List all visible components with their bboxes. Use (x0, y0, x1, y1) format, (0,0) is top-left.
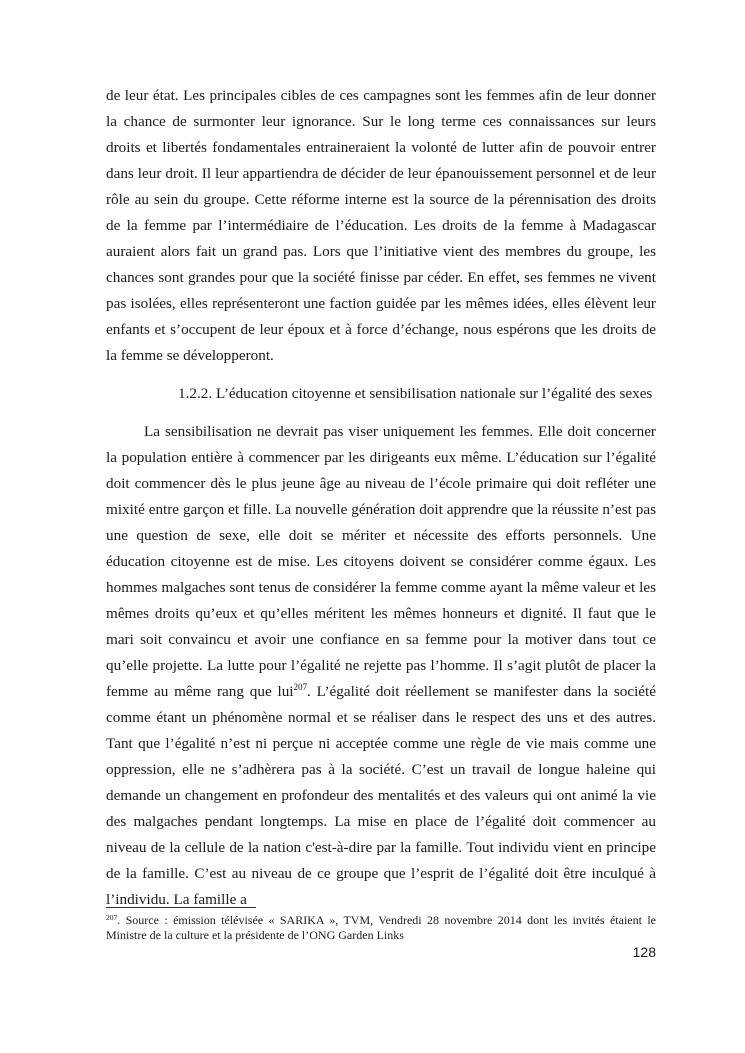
footnote-reference[interactable]: 207 (293, 682, 308, 692)
footnote-number: 207 (106, 913, 118, 922)
page-number: 128 (632, 944, 656, 960)
paragraph-education-text-part2: . L’égalité doit réellement se manifester dans la société comme étant un phénomène normal et se réaliser dans le respect des uns et des autres. Tant que l’égalité n’est ni perçue ni acceptée comme une règle de vie mais comme une oppression, elle ne s’adhèrera pas à la société. C’est un travail de longue haleine qui demande un changement en profondeur des mentalités et des valeurs qui ont animé la vie des malgaches pendant longtemps. La mise en place de l’égalité doit commencer au niveau de la cellule de la nation c'est-à-dire par la famille. Tout individu vient en principe de la famille. C’est au niveau de ce groupe que l’esprit de l’égalité doit être inculqué à l’individu. La famille a (106, 683, 657, 908)
footnote-text: . Source : émission télévisée « SARIKA », TVM, Vendredi 28 novembre 2014 dont les invités étaient le Ministre de la culture et la présidente de l’ONG Garden Links (106, 913, 656, 942)
page-body (106, 83, 656, 913)
paragraph-education (106, 419, 656, 913)
section-heading: 1.2.2. L’éducation citoyenne et sensibilisation nationale sur l’égalité des sexes (178, 385, 653, 402)
paragraph-education-text-part1: La sensibilisation ne devrait pas viser uniquement les femmes. Elle doit concerner la population entière à commencer par les dirigeants eux même. L’éducation sur l’égalité doit commencer dès le plus jeune âge au niveau de l’école primaire qui doit refléter une mixité entre garçon et fille. La nouvelle génération doit apprendre que la réussite n’est pas une question de sexe, elle doit se mériter et nécessite des efforts personnels. Une éducation citoyenne est de mise. Les citoyens doivent se considérer comme égaux. Les hommes malgaches sont tenus de considérer la femme comme ayant la même valeur et les mêmes droits qu’eux et qu’elles méritent les mêmes honneurs et dignité. Il faut que le mari soit convaincu et avoir une confiance en sa femme pour la motiver dans tout ce qu’elle projette. La lutte pour l’égalité ne rejette pas l’homme. Il s’agit plutôt de placer la femme au même rang que lui (106, 423, 656, 700)
footnote-separator (106, 907, 256, 908)
paragraph-continuation: de leur état. Les principales cibles de ces campagnes sont les femmes afin de leur donner la chance de surmonter leur ignorance. Sur le long terme ces connaissances sur leurs droits et libertés fondamentales entraineraient la volonté de lutter afin de pouvoir entrer dans leur droit. Il leur appartiendra de décider de leur épanouissement personnel et de leur rôle au sein du groupe. Cette réforme interne est la source de la pérennisation des droits de la femme par l’intermédiaire de l’éducation. Les droits de la femme à Madagascar auraient alors fait un grand pas. Lors que l’initiative vient des membres du groupe, les chances sont grandes pour que la société finisse par céder. En effet, ses femmes ne vivent pas isolées, elles représenteront une faction guidée par les mêmes idées, elles élèvent leur enfants et s’occupent de leur époux et à force d’échange, nous espérons que les droits de la femme se développeront. (106, 87, 656, 364)
footnote (106, 913, 656, 943)
